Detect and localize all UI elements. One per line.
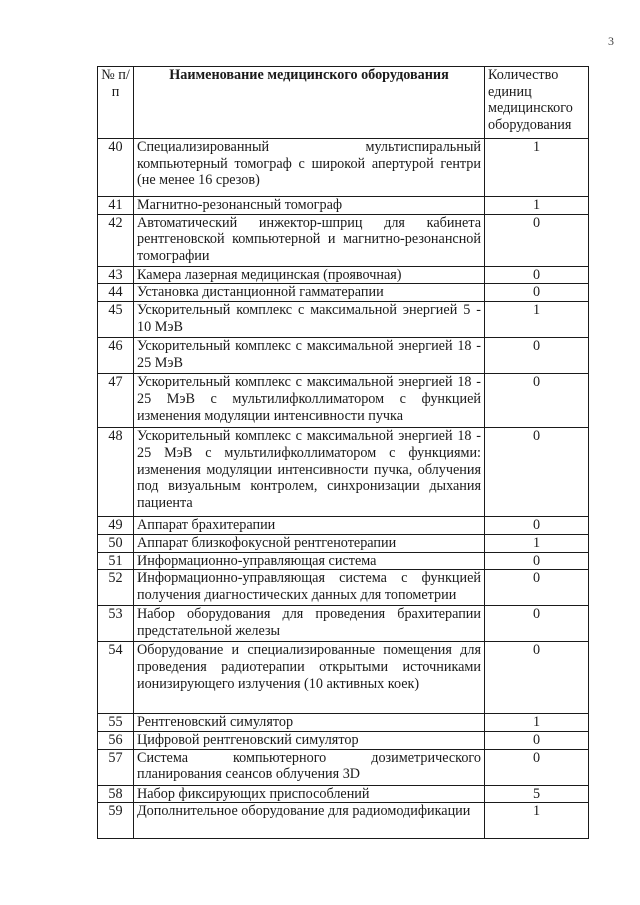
table-row xyxy=(98,428,589,517)
row-equipment-name: Информационно-управляющая система xyxy=(134,552,485,570)
row-number: 49 xyxy=(98,517,134,535)
row-quantity: 1 xyxy=(485,803,589,839)
row-quantity: 0 xyxy=(485,642,589,714)
table-row xyxy=(98,731,589,749)
row-equipment-name: Ускорительный комплекс с максимальной энергией 18 - 25 МэВ с мультилифколлиматором с функцией изменения модуляции интенсивности пучка xyxy=(134,374,485,428)
row-quantity: 0 xyxy=(485,570,589,606)
table-row xyxy=(98,714,589,732)
table-row xyxy=(98,266,589,284)
row-quantity: 0 xyxy=(485,214,589,266)
row-number: 40 xyxy=(98,139,134,197)
row-number: 42 xyxy=(98,214,134,266)
row-equipment-name: Магнитно-резонансный томограф xyxy=(134,197,485,215)
table-row xyxy=(98,374,589,428)
table-row xyxy=(98,803,589,839)
header-quantity: Количество единиц медицинского оборудования xyxy=(485,67,589,139)
equipment-table xyxy=(97,66,589,839)
table-row xyxy=(98,570,589,606)
row-number: 57 xyxy=(98,749,134,785)
row-quantity: 1 xyxy=(485,534,589,552)
row-equipment-name: Дополнительное оборудование для радиомодификации xyxy=(134,803,485,839)
table-row xyxy=(98,785,589,803)
row-equipment-name: Аппарат близкофокусной рентгенотерапии xyxy=(134,534,485,552)
row-quantity: 1 xyxy=(485,139,589,197)
table-row xyxy=(98,534,589,552)
row-number: 53 xyxy=(98,606,134,642)
row-quantity: 0 xyxy=(485,374,589,428)
row-equipment-name: Рентгеновский симулятор xyxy=(134,714,485,732)
row-number: 47 xyxy=(98,374,134,428)
row-quantity: 0 xyxy=(485,606,589,642)
table-row xyxy=(98,214,589,266)
row-equipment-name: Оборудование и специализированные помещения для проведения радиотерапии открытыми источниками ионизирующего излучения (10 активных коек) xyxy=(134,642,485,714)
row-equipment-name: Ускорительный комплекс с максимальной энергией 18 - 25 МэВ с мультилифколлиматором с функциями: изменения модуляции интенсивности пучка, облучения под визуальным контролем, синхронизации дыхания пациента xyxy=(134,428,485,517)
table-row xyxy=(98,302,589,338)
row-equipment-name: Камера лазерная медицинская (проявочная) xyxy=(134,266,485,284)
row-number: 41 xyxy=(98,197,134,215)
row-quantity: 0 xyxy=(485,338,589,374)
row-quantity: 1 xyxy=(485,714,589,732)
header-number: № п/п xyxy=(98,67,134,139)
header-equipment-name: Наименование медицинского оборудования xyxy=(134,67,485,139)
row-number: 51 xyxy=(98,552,134,570)
row-number: 45 xyxy=(98,302,134,338)
row-number: 44 xyxy=(98,284,134,302)
row-number: 46 xyxy=(98,338,134,374)
table-row xyxy=(98,642,589,714)
table-row xyxy=(98,139,589,197)
table-row xyxy=(98,338,589,374)
row-number: 52 xyxy=(98,570,134,606)
row-quantity: 1 xyxy=(485,302,589,338)
row-quantity: 0 xyxy=(485,517,589,535)
row-quantity: 5 xyxy=(485,785,589,803)
row-equipment-name: Набор фиксирующих приспособлений xyxy=(134,785,485,803)
row-quantity: 0 xyxy=(485,552,589,570)
row-equipment-name: Система компьютерного дозиметрического планирования сеансов облучения 3D xyxy=(134,749,485,785)
row-equipment-name: Цифровой рентгеновский симулятор xyxy=(134,731,485,749)
row-quantity: 0 xyxy=(485,428,589,517)
table-row xyxy=(98,606,589,642)
row-equipment-name: Аппарат брахитерапии xyxy=(134,517,485,535)
table-row xyxy=(98,749,589,785)
row-equipment-name: Ускорительный комплекс с максимальной энергией 5 - 10 МэВ xyxy=(134,302,485,338)
row-quantity: 0 xyxy=(485,266,589,284)
table-row xyxy=(98,552,589,570)
row-equipment-name: Установка дистанционной гамматерапии xyxy=(134,284,485,302)
row-quantity: 0 xyxy=(485,749,589,785)
row-number: 54 xyxy=(98,642,134,714)
table-row xyxy=(98,517,589,535)
row-equipment-name: Автоматический инжектор-шприц для кабинета рентгеновской компьютерной и магнитно-резонансной томографии xyxy=(134,214,485,266)
row-equipment-name: Информационно-управляющая система с функцией получения диагностических данных для топометрии xyxy=(134,570,485,606)
table-row xyxy=(98,197,589,215)
table-row xyxy=(98,284,589,302)
row-quantity: 0 xyxy=(485,284,589,302)
row-quantity: 0 xyxy=(485,731,589,749)
row-number: 43 xyxy=(98,266,134,284)
page-number: 3 xyxy=(608,34,614,48)
row-number: 59 xyxy=(98,803,134,839)
row-number: 58 xyxy=(98,785,134,803)
row-number: 50 xyxy=(98,534,134,552)
row-equipment-name: Специализированный мультиспиральный компьютерный томограф с широкой апертурой гентри (не менее 16 срезов) xyxy=(134,139,485,197)
row-number: 55 xyxy=(98,714,134,732)
row-equipment-name: Набор оборудования для проведения брахитерапии предстательной железы xyxy=(134,606,485,642)
row-number: 56 xyxy=(98,731,134,749)
row-number: 48 xyxy=(98,428,134,517)
row-quantity: 1 xyxy=(485,197,589,215)
table-header-row xyxy=(98,67,589,139)
row-equipment-name: Ускорительный комплекс с максимальной энергией 18 - 25 МэВ xyxy=(134,338,485,374)
